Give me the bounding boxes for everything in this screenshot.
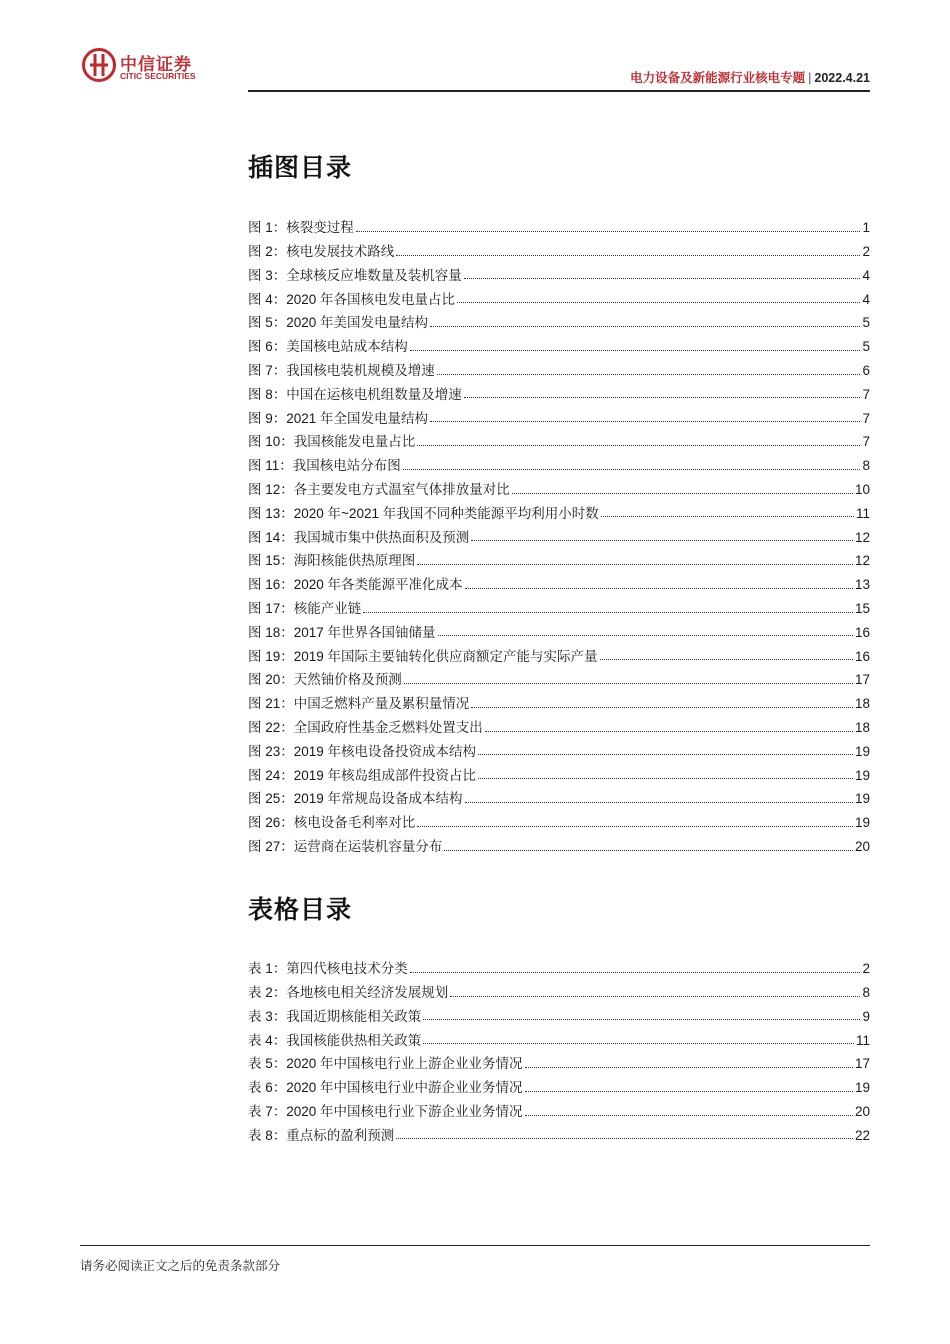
toc-entry-label: 图 23：2019 年核电设备投资成本结构: [248, 743, 477, 759]
toc-entry-page: 7: [862, 410, 870, 426]
toc-entry[interactable]: [248, 473, 870, 497]
toc-entry-label: 图 9：2021 年全国发电量结构: [248, 410, 429, 426]
toc-entry[interactable]: [248, 782, 870, 806]
toc-entry[interactable]: [248, 1000, 870, 1024]
toc-entry[interactable]: [248, 282, 870, 306]
toc-entry-label: 图 12：各主要发电方式温室气体排放量对比: [248, 482, 510, 498]
toc-dot-leader: [471, 706, 853, 708]
toc-dot-leader: [465, 587, 853, 589]
toc-entry-label: 图 21：中国乏燃料产量及累积量情况: [248, 696, 470, 712]
toc-entry[interactable]: [248, 830, 870, 854]
toc-entry[interactable]: [248, 616, 870, 640]
footer-disclaimer: 请务必阅读正文之后的免责条款部分: [80, 1259, 281, 1273]
figures-toc-title: 插图目录: [248, 154, 353, 182]
tables-toc-list: [248, 952, 870, 1142]
toc-entry-label: 图 2：核电发展技术路线: [248, 244, 395, 260]
toc-dot-leader: [438, 634, 853, 636]
toc-entry[interactable]: [248, 497, 870, 521]
toc-dot-leader: [525, 1114, 853, 1116]
toc-entry-label: 表 5：2020 年中国核电行业上游企业业务情况: [248, 1056, 523, 1072]
report-date: 2022.4.21: [814, 71, 870, 85]
toc-entry[interactable]: [248, 1023, 870, 1047]
toc-dot-leader: [478, 753, 853, 755]
toc-entry-label: 图 16：2020 年各类能源平准化成本: [248, 577, 463, 593]
toc-entry-page: 17: [854, 672, 870, 688]
toc-entry-page: 18: [854, 720, 870, 736]
toc-entry-label: 图 8：中国在运核电机组数量及增速: [248, 386, 462, 402]
toc-entry[interactable]: [248, 758, 870, 782]
toc-entry[interactable]: [248, 449, 870, 473]
toc-entry-label: 表 2：各地核电相关经济发展规划: [248, 985, 449, 1001]
toc-dot-leader: [601, 515, 854, 517]
toc-entry-label: 图 20：天然铀价格及预测: [248, 672, 402, 688]
toc-entry-label: 图 18：2017 年世界各国铀储量: [248, 624, 436, 640]
logo-english-name: CITIC SECURITIES: [120, 71, 196, 81]
toc-entry-page: 19: [854, 791, 870, 807]
toc-entry-page: 11: [855, 505, 870, 521]
toc-entry[interactable]: [248, 259, 870, 283]
toc-entry-page: 17: [854, 1056, 870, 1072]
toc-entry-page: 6: [862, 363, 870, 379]
toc-dot-leader: [423, 1018, 860, 1020]
citic-logo: [82, 48, 208, 88]
toc-entry[interactable]: [248, 354, 870, 378]
toc-entry-page: 1: [862, 220, 870, 236]
toc-entry-page: 20: [854, 1104, 870, 1120]
toc-entry-page: 20: [854, 839, 870, 855]
toc-dot-leader: [423, 1042, 854, 1044]
toc-entry[interactable]: [248, 235, 870, 259]
toc-dot-leader: [404, 682, 853, 684]
toc-entry-label: 图 19：2019 年国际主要铀转化供应商额定产能与实际产量: [248, 648, 598, 664]
toc-entry-page: 9: [862, 1008, 870, 1024]
page-header: [0, 0, 950, 100]
toc-dot-leader: [457, 301, 860, 303]
toc-entry-page: 8: [862, 985, 870, 1001]
toc-dot-leader: [430, 325, 860, 327]
toc-entry[interactable]: [248, 952, 870, 976]
toc-entry-label: 图 1：核裂变过程: [248, 220, 354, 236]
toc-dot-leader: [363, 611, 853, 613]
toc-dot-leader: [471, 539, 853, 541]
toc-dot-leader: [417, 825, 853, 827]
toc-dot-leader: [417, 563, 853, 565]
toc-entry[interactable]: [248, 976, 870, 1000]
toc-entry-page: 19: [854, 767, 870, 783]
toc-entry-label: 表 8：重点标的盈利预测: [248, 1127, 395, 1143]
figures-toc-list: [248, 211, 870, 854]
toc-dot-leader: [417, 444, 860, 446]
toc-entry[interactable]: [248, 711, 870, 735]
toc-dot-leader: [485, 730, 853, 732]
toc-entry-page: 4: [862, 291, 870, 307]
toc-entry-label: 表 3：我国近期核能相关政策: [248, 1008, 422, 1024]
toc-entry[interactable]: [248, 1095, 870, 1119]
toc-entry-label: 表 4：我国核能供热相关政策: [248, 1032, 422, 1048]
toc-entry-label: 图 25：2019 年常规岛设备成本结构: [248, 791, 463, 807]
toc-entry-page: 8: [862, 458, 870, 474]
toc-entry-page: 19: [854, 815, 870, 831]
toc-entry[interactable]: [248, 806, 870, 830]
toc-entry[interactable]: [248, 306, 870, 330]
toc-entry[interactable]: [248, 520, 870, 544]
header-divider: [248, 90, 870, 92]
toc-dot-leader: [430, 420, 860, 422]
report-title: 电力设备及新能源行业核电专题: [630, 71, 806, 85]
toc-entry-page: 5: [862, 315, 870, 331]
toc-entry-label: 图 17：核能产业链: [248, 601, 362, 617]
toc-entry-page: 7: [862, 386, 870, 402]
header-separator: |: [808, 71, 812, 85]
toc-entry[interactable]: [248, 425, 870, 449]
toc-entry[interactable]: [248, 1119, 870, 1143]
toc-entry-label: 图 15：海阳核能供热原理图: [248, 553, 416, 569]
toc-entry-label: 图 26：核电设备毛利率对比: [248, 815, 416, 831]
toc-entry-page: 13: [854, 577, 870, 593]
toc-entry-label: 图 6：美国核电站成本结构: [248, 339, 408, 355]
toc-entry-page: 19: [854, 743, 870, 759]
header-report-info: [630, 68, 870, 86]
toc-entry[interactable]: [248, 1047, 870, 1071]
toc-dot-leader: [444, 849, 853, 851]
toc-entry[interactable]: [248, 687, 870, 711]
toc-entry-label: 图 11：我国核电站分布图: [248, 458, 401, 474]
toc-entry-label: 图 5：2020 年美国发电量结构: [248, 315, 429, 331]
toc-entry-page: 16: [854, 624, 870, 640]
toc-entry-page: 22: [854, 1127, 870, 1143]
toc-dot-leader: [437, 373, 861, 375]
toc-entry-page: 19: [854, 1080, 870, 1096]
toc-dot-leader: [512, 492, 853, 494]
toc-entry-label: 图 24：2019 年核岛组成部件投资占比: [248, 767, 477, 783]
citic-emblem-icon: [82, 48, 116, 82]
footer-divider: [80, 1245, 870, 1246]
toc-dot-leader: [396, 254, 860, 256]
toc-dot-leader: [356, 230, 861, 232]
toc-entry-page: 2: [862, 244, 870, 260]
toc-entry[interactable]: [248, 735, 870, 759]
toc-entry-label: 图 7：我国核电装机规模及增速: [248, 363, 435, 379]
toc-entry-page: 11: [855, 1032, 870, 1048]
toc-entry-label: 图 27：运营商在运装机容量分布: [248, 839, 443, 855]
toc-entry-label: 图 22：全国政府性基金乏燃料处置支出: [248, 720, 483, 736]
toc-dot-leader: [410, 971, 861, 973]
toc-dot-leader: [525, 1090, 853, 1092]
toc-entry-label: 图 3：全球核反应堆数量及装机容量: [248, 267, 462, 283]
toc-entry[interactable]: [248, 1071, 870, 1095]
toc-dot-leader: [600, 658, 853, 660]
toc-entry[interactable]: [248, 378, 870, 402]
tables-toc-title: 表格目录: [248, 896, 353, 924]
logo-chinese-name: 中信证券: [120, 55, 192, 74]
toc-entry[interactable]: [248, 401, 870, 425]
toc-dot-leader: [525, 1066, 853, 1068]
toc-dot-leader: [465, 801, 853, 803]
toc-entry-label: 图 10：我国核能发电量占比: [248, 434, 416, 450]
toc-entry[interactable]: [248, 663, 870, 687]
toc-entry-page: 16: [854, 648, 870, 664]
toc-entry-page: 2: [862, 961, 870, 977]
toc-entry[interactable]: [248, 211, 870, 235]
toc-dot-leader: [450, 995, 860, 997]
toc-dot-leader: [396, 1137, 853, 1139]
toc-entry-page: 7: [862, 434, 870, 450]
toc-dot-leader: [478, 777, 853, 779]
toc-entry-label: 图 13：2020 年~2021 年我国不同种类能源平均利用小时数: [248, 505, 599, 521]
toc-entry-label: 表 7：2020 年中国核电行业下游企业业务情况: [248, 1104, 523, 1120]
toc-entry-page: 12: [854, 553, 870, 569]
toc-entry[interactable]: [248, 544, 870, 568]
toc-entry-label: 表 6：2020 年中国核电行业中游企业业务情况: [248, 1080, 523, 1096]
toc-entry[interactable]: [248, 568, 870, 592]
toc-entry-page: 15: [854, 601, 870, 617]
toc-dot-leader: [464, 396, 861, 398]
toc-entry-label: 表 1：第四代核电技术分类: [248, 961, 408, 977]
toc-entry-label: 图 4：2020 年各国核电发电量占比: [248, 291, 456, 307]
toc-dot-leader: [410, 349, 861, 351]
toc-entry-label: 图 14：我国城市集中供热面积及预测: [248, 529, 470, 545]
toc-entry-page: 4: [862, 267, 870, 283]
toc-entry-page: 12: [854, 529, 870, 545]
toc-entry-page: 10: [854, 482, 870, 498]
toc-dot-leader: [464, 277, 861, 279]
toc-entry[interactable]: [248, 330, 870, 354]
toc-entry[interactable]: [248, 639, 870, 663]
toc-dot-leader: [403, 468, 861, 470]
toc-entry-page: 18: [854, 696, 870, 712]
toc-entry[interactable]: [248, 592, 870, 616]
toc-entry-page: 5: [862, 339, 870, 355]
